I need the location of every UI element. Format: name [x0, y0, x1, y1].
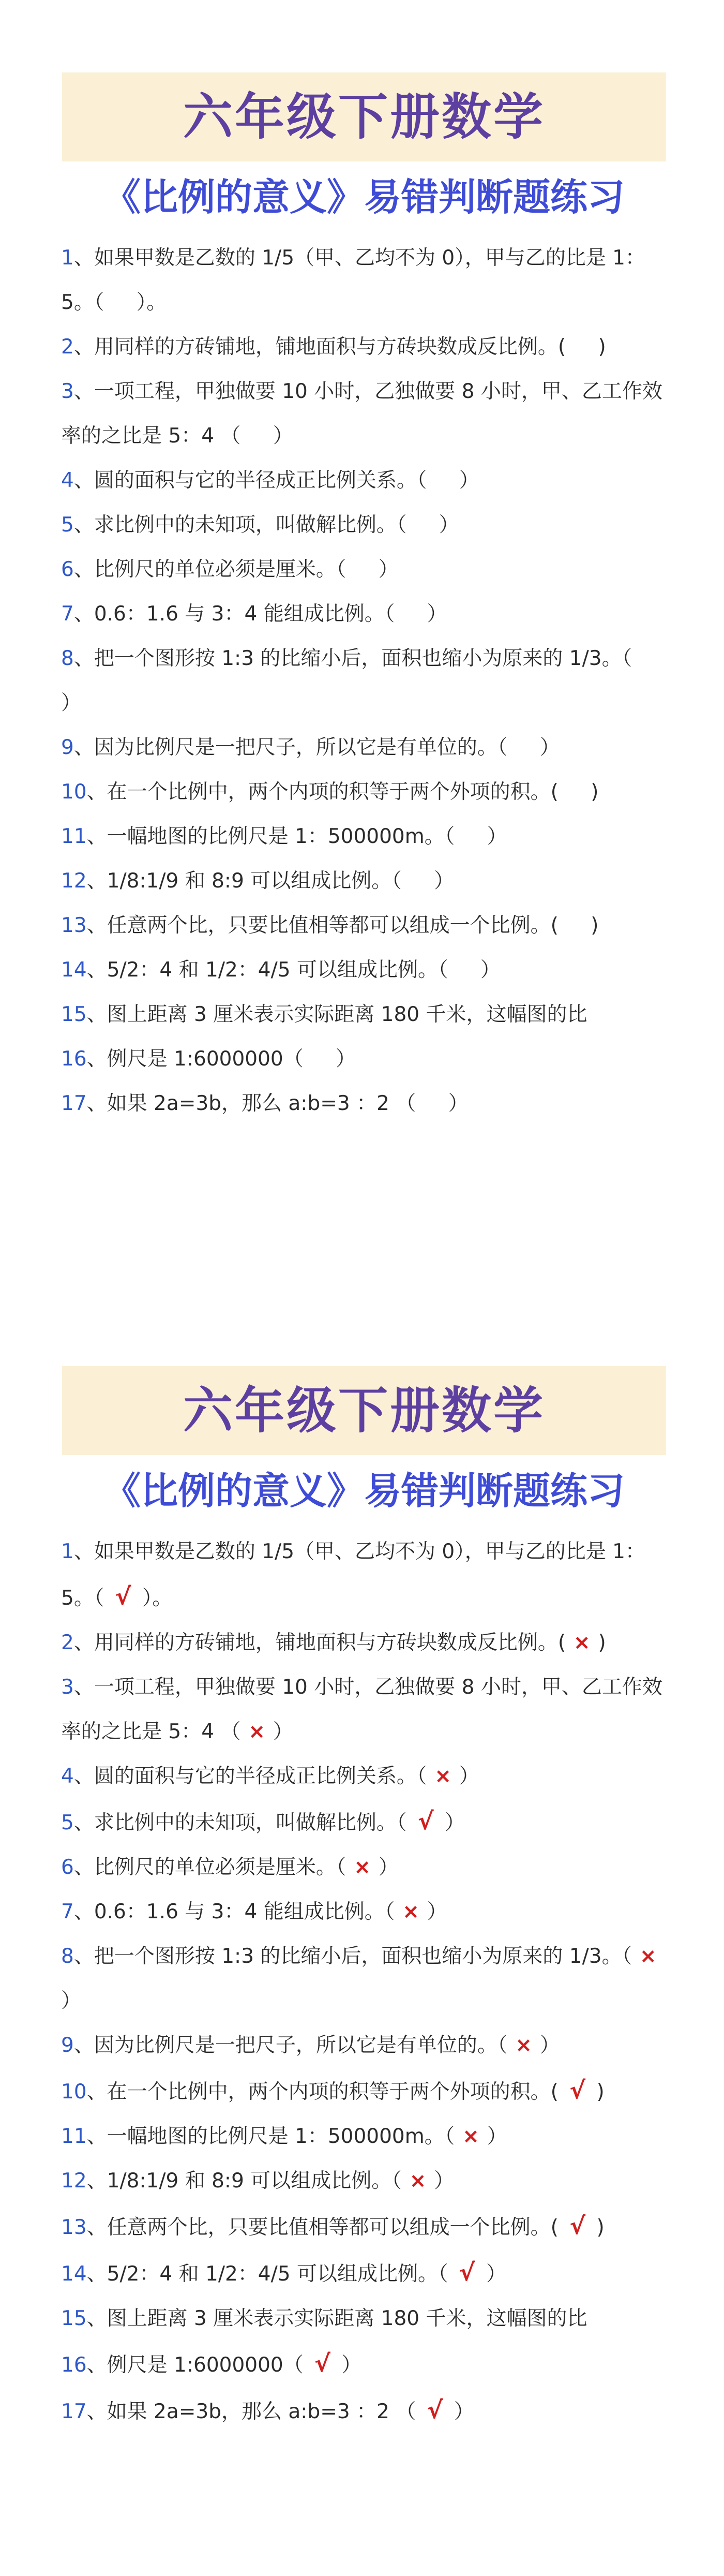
question-text-end: ): [596, 2080, 605, 2104]
answer-blank: [559, 904, 591, 948]
question-separator: 、: [73, 380, 94, 403]
page-subtitle: 《比例的意义》易错判断题练习: [103, 1469, 625, 1513]
check-mark-icon: √: [314, 2349, 330, 2377]
question-text-end: ): [598, 1631, 606, 1654]
question-item: [61, 726, 671, 770]
question-item: [61, 592, 671, 636]
question-text-end: ）: [448, 1092, 469, 1115]
question-text-end: ）: [378, 1856, 399, 1879]
question-separator: 、: [73, 1765, 94, 1788]
question-text-end: ）: [61, 1989, 82, 2012]
question-text-end: ): [598, 335, 606, 359]
cross-mark-icon: ×: [434, 1765, 451, 1788]
question-text-end: ）: [487, 825, 507, 848]
answer-blank: [427, 458, 459, 503]
question-separator: 、: [73, 1856, 94, 1879]
question-item: [61, 636, 671, 726]
check-mark-icon: √: [569, 2212, 586, 2240]
question-number: 17: [61, 1092, 87, 1115]
answer-blank: [240, 414, 273, 458]
question-text: 比例尺的单位必须是厘米。（: [94, 1856, 346, 1879]
question-item: [61, 1754, 671, 1799]
cross-mark-icon: ×: [248, 1720, 265, 1743]
question-separator: 、: [73, 558, 94, 581]
question-item: [61, 904, 671, 948]
question-item: [61, 2023, 671, 2068]
question-text-end: ）: [539, 736, 560, 759]
question-text: 在一个比例中，两个内项的积等于两个外项的积。(: [107, 2080, 559, 2104]
question-item: [61, 503, 671, 547]
question-number: 16: [61, 1047, 87, 1071]
question-separator: 、: [73, 1540, 94, 1563]
question-text: 如果甲数是乙数的 1/5（甲、乙均不为 0），甲与乙的比是 1：5。（: [61, 246, 645, 314]
question-separator: 、: [73, 1676, 94, 1699]
question-text: 1/8:1/9 和 8:9 可以组成比例。（: [107, 869, 402, 893]
question-separator: 、: [73, 1900, 94, 1923]
question-number: 8: [61, 1945, 74, 1968]
question-text: 因为比例尺是一把尺子，所以它是有单位的。（: [94, 2034, 508, 2057]
question-text: 图上距离 3 厘米表示实际距离 180 千米，这幅图的比: [107, 1003, 587, 1026]
question-number: 10: [61, 780, 87, 804]
question-item: [61, 2159, 671, 2203]
answer-blank: [448, 948, 480, 993]
question-separator: 、: [73, 2034, 94, 2057]
question-item: [61, 993, 671, 1037]
question-text-end: ）: [480, 958, 501, 982]
question-number: 7: [61, 1900, 74, 1923]
check-mark-icon: √: [115, 1582, 131, 1610]
question-number: 10: [61, 2080, 87, 2104]
cross-mark-icon: ×: [639, 1945, 657, 1968]
answer-blank: [507, 726, 539, 770]
question-separator: 、: [73, 469, 94, 492]
answer-blank: [395, 592, 427, 636]
question-number: 5: [61, 1811, 74, 1834]
question-separator: 、: [86, 1092, 107, 1115]
question-text: 因为比例尺是一把尺子，所以它是有单位的。（: [94, 736, 508, 759]
question-text: 在一个比例中，两个内项的积等于两个外项的积。(: [107, 780, 559, 804]
answer-blank: [632, 636, 664, 681]
question-text: 如果 2a=3b，那么 a:b=3 ：2 （: [107, 1092, 416, 1115]
question-separator: 、: [73, 513, 94, 537]
question-text-end: ）: [459, 469, 479, 492]
question-item: [61, 2114, 671, 2159]
question-text: 0.6：1.6 与 3：4 能组成比例。（: [94, 1900, 395, 1923]
page-title: 六年级下册数学: [183, 1382, 545, 1440]
cross-mark-icon: ×: [409, 2169, 427, 2193]
question-text: 例尺是 1:6000000（: [107, 2353, 304, 2377]
answer-blank: [416, 1082, 448, 1126]
title-banner: [62, 72, 666, 161]
question-number: 13: [61, 914, 87, 937]
question-text: 如果 2a=3b，那么 a:b=3 ：2 （: [107, 2400, 416, 2423]
question-text: 一项工程，甲独做要 10 小时，乙独做要 8 小时，甲、乙工作效率的之比是 5：4 （: [61, 1676, 662, 1743]
question-number: 4: [61, 469, 74, 492]
question-separator: 、: [86, 2262, 107, 2286]
question-text-end: ）: [341, 2353, 362, 2377]
question-text-end: ）: [61, 691, 82, 715]
question-text: 求比例中的未知项，叫做解比例。（: [94, 513, 407, 537]
question-text-end: ）: [459, 1765, 479, 1788]
question-text-end: ）。: [142, 1587, 173, 1610]
answer-blank: [455, 815, 487, 859]
question-text: 求比例中的未知项，叫做解比例。（: [94, 1811, 407, 1834]
check-mark-icon: √: [459, 2258, 475, 2286]
question-item: [61, 1530, 671, 1621]
question-item: [61, 369, 671, 458]
page-title: 六年级下册数学: [183, 88, 545, 146]
question-separator: 、: [86, 2400, 107, 2423]
question-number: 16: [61, 2353, 87, 2377]
question-text-end: ）: [273, 424, 293, 448]
question-separator: 、: [86, 1047, 107, 1071]
question-text: 用同样的方砖铺地，铺地面积与方砖块数成反比例。(: [94, 1631, 566, 1654]
answer-blank: [304, 1037, 336, 1082]
question-number: 8: [61, 647, 74, 670]
question-text: 任意两个比，只要比值相等都可以组成一个比例。(: [107, 2216, 559, 2239]
cross-mark-icon: ×: [402, 1900, 419, 1923]
question-separator: 、: [73, 647, 94, 670]
question-text: 用同样的方砖铺地，铺地面积与方砖块数成反比例。(: [94, 335, 566, 359]
question-text-end: ）: [487, 2125, 507, 2148]
question-item: [61, 1037, 671, 1082]
question-text: 例尺是 1:6000000（: [107, 1047, 304, 1071]
question-number: 2: [61, 335, 74, 359]
question-separator: 、: [86, 958, 107, 982]
question-number: 12: [61, 869, 87, 893]
question-list: [61, 236, 671, 1126]
question-text-end: ）: [378, 558, 399, 581]
question-number: 4: [61, 1765, 74, 1788]
answer-blank: [346, 547, 378, 592]
answer-blank: [104, 280, 136, 325]
question-text-end: ）: [486, 2262, 507, 2286]
question-separator: 、: [86, 780, 107, 804]
question-text: 把一个图形按 1:3 的比缩小后，面积也缩小为原来的 1/3。（: [94, 647, 632, 670]
question-text-end: ）。: [136, 291, 167, 314]
cross-mark-icon: ×: [573, 1631, 591, 1654]
question-text-end: ): [596, 2216, 605, 2239]
question-item: [61, 2068, 671, 2114]
question-text-end: ）: [444, 1811, 465, 1834]
cross-mark-icon: ×: [515, 2034, 532, 2057]
question-number: 3: [61, 1676, 74, 1699]
question-separator: 、: [86, 2307, 107, 2330]
question-text-end: ): [591, 780, 599, 804]
check-mark-icon: √: [569, 2076, 586, 2104]
question-separator: 、: [86, 2216, 107, 2239]
question-item: [61, 1082, 671, 1126]
question-separator: 、: [73, 1945, 94, 1968]
question-text: 5/2：4 和 1/2：4/5 可以组成比例。（: [107, 958, 448, 982]
question-text: 一项工程，甲独做要 10 小时，乙独做要 8 小时，甲、乙工作效率的之比是 5：4 （: [61, 380, 662, 448]
question-text: 如果甲数是乙数的 1/5（甲、乙均不为 0），甲与乙的比是 1：5。（: [61, 1540, 645, 1610]
question-separator: 、: [86, 2169, 107, 2193]
question-item: [61, 2203, 671, 2250]
check-mark-icon: √: [417, 1807, 434, 1835]
question-item: [61, 1890, 671, 1934]
question-number: 12: [61, 2169, 87, 2193]
question-separator: 、: [73, 335, 94, 359]
question-text-end: ）: [427, 602, 447, 626]
question-item: [61, 2388, 671, 2434]
cross-mark-icon: ×: [354, 1856, 371, 1879]
check-mark-icon: √: [427, 2396, 443, 2424]
question-separator: 、: [86, 825, 107, 848]
question-separator: 、: [86, 914, 107, 937]
question-number: 17: [61, 2400, 87, 2423]
question-item: [61, 815, 671, 859]
question-number: 6: [61, 558, 74, 581]
question-item: [61, 1934, 671, 2023]
question-separator: 、: [86, 2080, 107, 2104]
question-text: 0.6：1.6 与 3：4 能组成比例。（: [94, 602, 395, 626]
question-text-end: ）: [539, 2034, 560, 2057]
question-text-end: ）: [439, 513, 459, 537]
question-number: 1: [61, 246, 74, 270]
answer-blank: [406, 503, 439, 547]
question-number: 7: [61, 602, 74, 626]
question-item: [61, 2297, 671, 2341]
question-separator: 、: [73, 1811, 94, 1834]
question-item: [61, 325, 671, 369]
question-item: [61, 547, 671, 592]
question-item: [61, 1621, 671, 1665]
question-number: 3: [61, 380, 74, 403]
question-text: 任意两个比，只要比值相等都可以组成一个比例。(: [107, 914, 559, 937]
answer-blank: [566, 325, 598, 369]
answer-list: [61, 1530, 671, 2434]
question-text: 把一个图形按 1:3 的比缩小后，面积也缩小为原来的 1/3。（: [94, 1945, 632, 1968]
question-number: 11: [61, 825, 87, 848]
question-separator: 、: [73, 1631, 94, 1654]
question-separator: 、: [86, 2125, 107, 2148]
question-text: 圆的面积与它的半径成正比例关系。（: [94, 1765, 427, 1788]
question-number: 9: [61, 2034, 74, 2057]
question-text: 一幅地图的比例尺是 1：500000m。（: [107, 825, 455, 848]
question-number: 2: [61, 1631, 74, 1654]
page-subtitle: 《比例的意义》易错判断题练习: [103, 175, 625, 219]
question-text: 图上距离 3 厘米表示实际距离 180 千米，这幅图的比: [107, 2307, 587, 2330]
question-number: 13: [61, 2216, 87, 2239]
question-number: 11: [61, 2125, 87, 2148]
question-separator: 、: [73, 736, 94, 759]
question-number: 14: [61, 958, 87, 982]
question-text-end: ）: [273, 1720, 293, 1743]
question-item: [61, 236, 671, 325]
question-text: 圆的面积与它的半径成正比例关系。（: [94, 469, 427, 492]
question-text: 5/2：4 和 1/2：4/5 可以组成比例。（: [107, 2262, 448, 2286]
question-text-end: ）: [336, 1047, 356, 1071]
cross-mark-icon: ×: [462, 2125, 479, 2148]
question-number: 14: [61, 2262, 87, 2286]
question-number: 9: [61, 736, 74, 759]
question-separator: 、: [86, 869, 107, 893]
question-item: [61, 2250, 671, 2297]
question-text: 比例尺的单位必须是厘米。（: [94, 558, 346, 581]
question-item: [61, 859, 671, 904]
answer-blank: [559, 770, 591, 815]
question-text-end: ）: [434, 2169, 455, 2193]
question-text-end: ）: [427, 1900, 447, 1923]
question-item: [61, 2341, 671, 2388]
question-number: 5: [61, 513, 74, 537]
question-item: [61, 1845, 671, 1890]
question-item: [61, 948, 671, 993]
question-number: 6: [61, 1856, 74, 1879]
question-item: [61, 770, 671, 815]
question-number: 15: [61, 1003, 87, 1026]
question-number: 15: [61, 2307, 87, 2330]
question-separator: 、: [73, 602, 94, 626]
question-text-end: ): [591, 914, 599, 937]
question-separator: 、: [86, 2353, 107, 2377]
question-item: [61, 458, 671, 503]
question-item: [61, 1665, 671, 1754]
title-banner: [62, 1366, 666, 1455]
answer-blank: [402, 859, 434, 904]
question-item: [61, 1799, 671, 1845]
question-separator: 、: [86, 1003, 107, 1026]
question-text-end: ）: [434, 869, 455, 893]
question-text: 一幅地图的比例尺是 1：500000m。（: [107, 2125, 455, 2148]
question-number: 1: [61, 1540, 74, 1563]
question-separator: 、: [73, 246, 94, 270]
question-text: 1/8:1/9 和 8:9 可以组成比例。（: [107, 2169, 402, 2193]
question-text-end: ）: [454, 2400, 474, 2423]
